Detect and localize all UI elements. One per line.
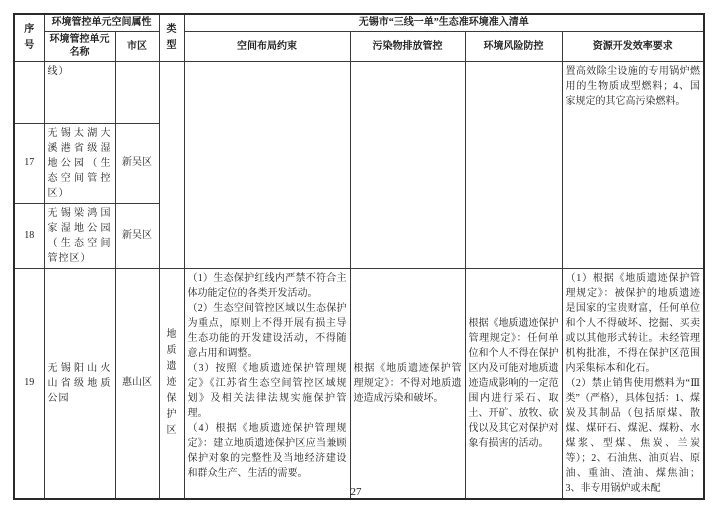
table-header xyxy=(14,14,704,61)
header-list-group: 无锡市“三线一单”生态准环境准入清单 xyxy=(184,14,704,31)
paragraph: 置高效除尘设施的专用锅炉燃用的生物质成型燃料；4、国家规定的其它高污染燃料。 xyxy=(565,65,700,107)
district-cell: 新吴区 xyxy=(115,203,159,268)
page-number: 27 xyxy=(350,486,362,498)
pollutant-control-cell xyxy=(350,61,465,268)
risk-control-cell xyxy=(465,61,562,268)
spatial-layout-cell xyxy=(184,61,350,268)
table-body xyxy=(14,61,704,499)
paragraph: 根据《地质遗迹保护管理规定》：任何单位和个人不得在保护区内及可能对地质遗迹造成影响的一定范围内进行采石、取土、开矿、放牧、砍伐以及其它对保护对象有损害的活动。 xyxy=(468,317,559,449)
resource-efficiency-cell xyxy=(562,268,704,499)
unit-name-cell: 无锡梁鸿国家湿地公园（生态空间管控区） xyxy=(44,203,115,268)
paragraph: （3）按照《地质遗迹保护管理规定》《江苏省生态空间管控区域规划》及相关法律法规实施保护管理。 xyxy=(187,362,347,419)
paragraph: （2）生态空间管控区域以生态保护为重点，原则上不得开展有损主导生态功能的开发建设活动，不得随意占用和调整。 xyxy=(187,302,347,359)
header-spatial-group: 环境管控单元空间属性 xyxy=(44,14,159,31)
serial-cell: 17 xyxy=(14,123,44,203)
header-type-label: 类型 xyxy=(166,23,177,51)
header-risk-control: 环境风险防控 xyxy=(465,31,562,61)
type-label: 地质遗迹保护区 xyxy=(166,329,177,436)
district-cell xyxy=(115,61,159,123)
pollutant-control-cell xyxy=(350,268,465,499)
paragraph: （2）禁止销售使用燃料为“Ⅲ类”（严格），具体包括：1、煤炭及其制品（包括原煤、散煤、煤矸石、煤泥、煤粉、水煤浆、型煤、焦炭、兰炭等）；2、石油焦、油页岩、原油、重油、渣油、煤焦油；3、非专用锅炉或未配 xyxy=(565,377,700,494)
type-cell xyxy=(159,61,184,268)
risk-control-cell xyxy=(465,268,562,499)
header-pollutant-control: 污染物排放管控 xyxy=(350,31,465,61)
header-serial-label: 序号 xyxy=(24,23,35,51)
paragraph: （4）根据《地质遗迹保护管理规定》：建立地质遗迹保护区应当兼顾保护对象的完整性及当地经济建设和群众生产、生活的需要。 xyxy=(187,422,347,479)
header-unit-name: 环境管控单元名称 xyxy=(44,31,115,61)
eco-access-table xyxy=(13,13,705,500)
table-row-continuation xyxy=(14,61,704,123)
type-cell xyxy=(159,268,184,499)
header-resource-efficiency: 资源开发效率要求 xyxy=(562,31,704,61)
district-cell: 惠山区 xyxy=(115,268,159,499)
header-serial xyxy=(14,14,44,61)
district-cell: 新吴区 xyxy=(115,123,159,203)
header-row-1 xyxy=(14,14,704,31)
header-district: 市区 xyxy=(115,31,159,61)
header-spatial-layout: 空间布局约束 xyxy=(184,31,350,61)
table-row-19 xyxy=(14,268,704,499)
paragraph: 根据《地质遗迹保护管理规定》：不得对地质遗迹造成污染和破坏。 xyxy=(353,362,462,404)
resource-efficiency-cell xyxy=(562,61,704,268)
header-row-2 xyxy=(14,31,704,61)
paragraph: （1）生态保护红线内严禁不符合主体功能定位的各类开发活动。 xyxy=(187,272,347,299)
unit-name-cell: 线） xyxy=(44,61,115,123)
paragraph: （1）根据《地质遗迹保护管理规定》：被保护的地质遗迹是国家的宝贵财富，任何单位和个人不得破坏、挖掘、买卖或以其他形式转让。未经管理机构批准，不得在保护区范围内采集标本和化石。 xyxy=(565,272,700,374)
serial-cell xyxy=(14,61,44,123)
unit-name-cell: 无锡太湖大溪港省级湿地公园（生态空间管控区） xyxy=(44,123,115,203)
serial-cell: 18 xyxy=(14,203,44,268)
serial-cell: 19 xyxy=(14,268,44,499)
unit-name-cell: 无锡阳山火山省级地质公园 xyxy=(44,268,115,499)
spatial-layout-cell xyxy=(184,268,350,499)
header-type xyxy=(159,14,184,61)
